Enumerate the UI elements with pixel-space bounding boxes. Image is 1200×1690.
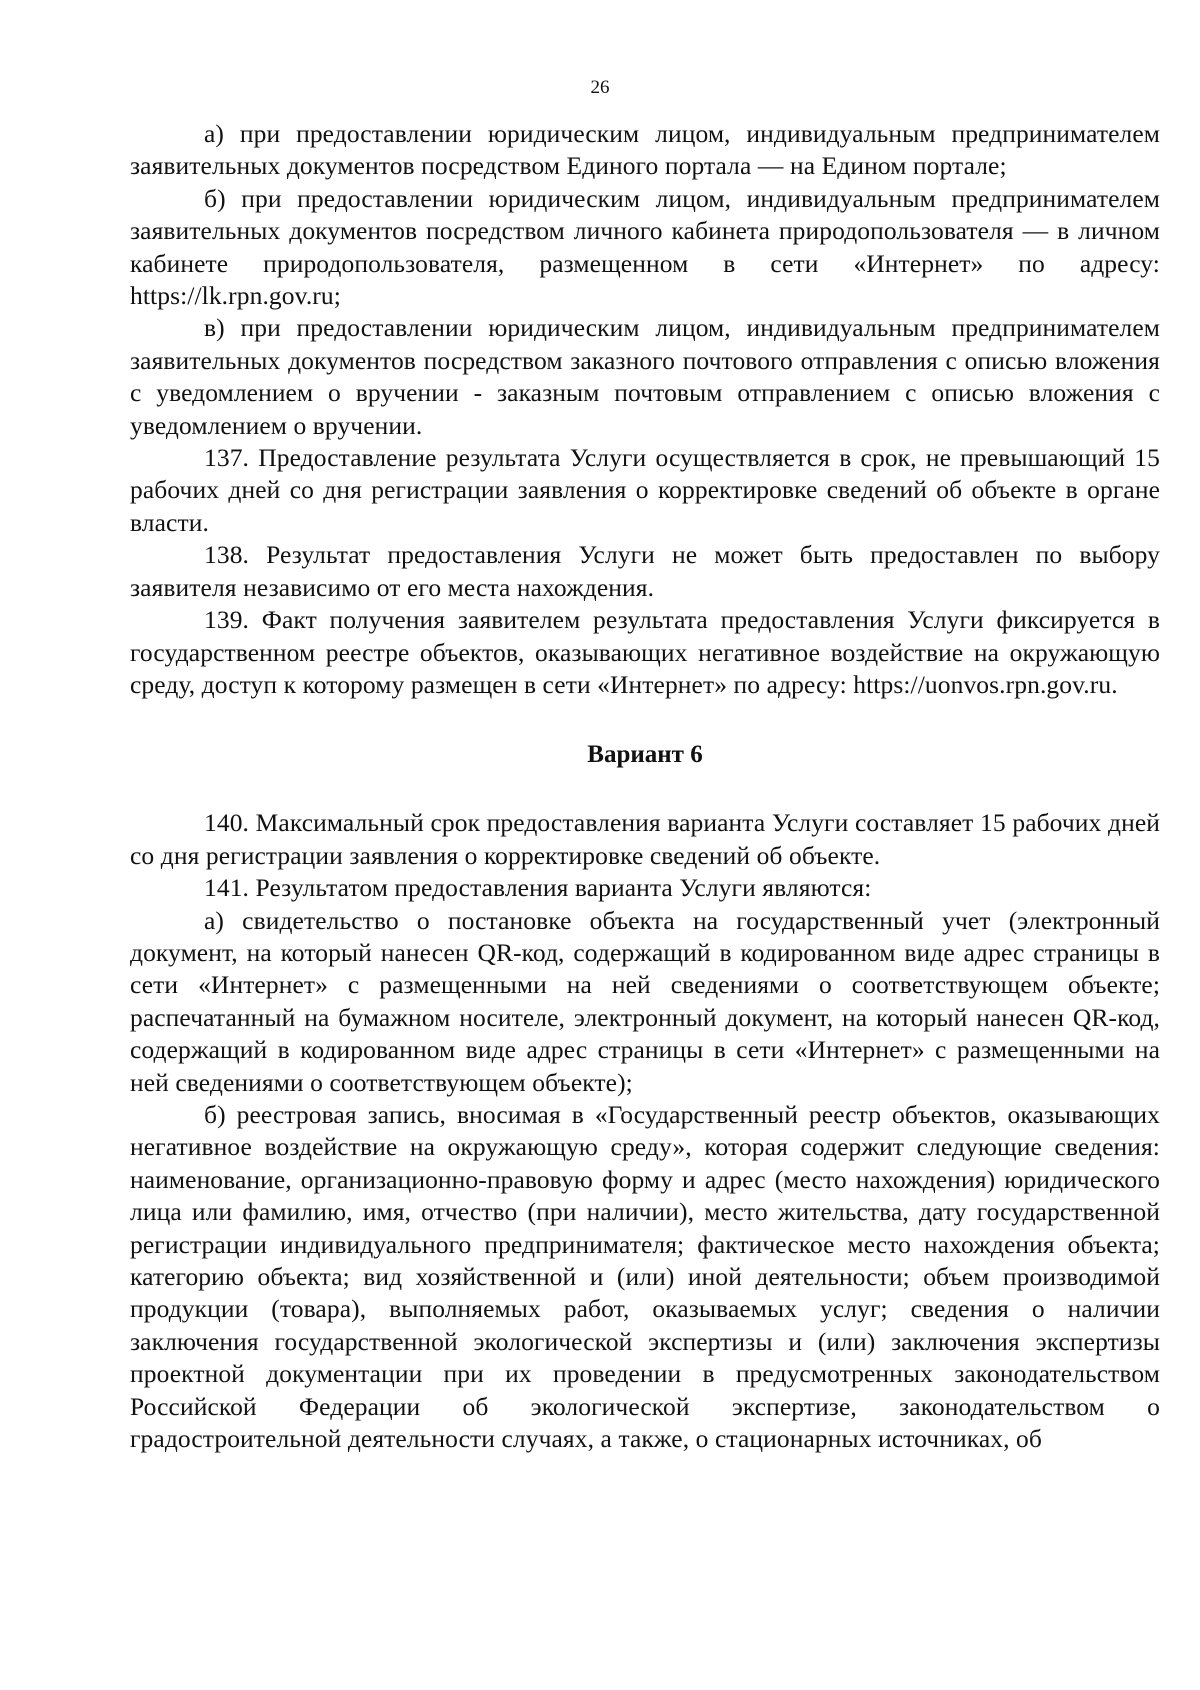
document-body (130, 118, 1160, 1455)
paragraph-c-postal: в) при предоставлении юридическим лицом, индивидуальным предпринимателем заявительных документов посредством заказного почтового отправления с описью вложения с уведомлением о вручении - заказным почтовым отправлением с описью вложения с уведомлением о вручении. (130, 313, 1160, 440)
page-number: 26 (590, 77, 610, 98)
paragraph-141: 141. Результатом предоставления варианта Услуги являются: (204, 873, 872, 903)
paragraph-141-a: а) свидетельство о постановке объекта на государственный учет (электронный документ, на который нанесен QR-код, содержащий в кодированном виде адрес страницы в сети «Интернет» с размещенными на ней сведениями о соответствующем объекте; распечатанный на бумажном носителе, электронный документ, на который нанесен QR-код, содержащий в кодированном виде адрес страницы в сети «Интернет» с размещенными на ней сведениями о соответствующем объекте); (130, 905, 1160, 1097)
paragraph-140: 140. Максимальный срок предоставления варианта Услуги составляет 15 рабочих дней со дня регистрации заявления о корректировке сведений об объекте. (130, 808, 1160, 870)
spacer (130, 701, 1160, 739)
paragraph-a-portal: а) при предоставлении юридическим лицом, индивидуальным предпринимателем заявительных документов посредством Единого портала — на Едином портале; (130, 119, 1160, 181)
spacer (130, 771, 1160, 807)
paragraph-b-personal-cabinet: б) при предоставлении юридическим лицом, индивидуальным предпринимателем заявительных документов посредством личного кабинета природопользователя — в личном кабинете природопользователя, размещенном в сети «Интернет» по адресу: https://lk.rpn.gov.ru; (130, 183, 1160, 311)
paragraph-137: 137. Предоставление результата Услуги осуществляется в срок, не превышающий 15 рабочих дней со дня регистрации заявления о корректировке сведений об объекте в органе власти. (130, 443, 1160, 537)
paragraph-139: 139. Факт получения заявителем результата предоставления Услуги фиксируется в государственном реестре объектов, оказывающих негативное воздействие на окружающую среду, доступ к которому размещен в сети «Интернет» по адресу: https://uonvos.rpn.gov.ru. (130, 605, 1160, 699)
paragraph-141-b: б) реестровая запись, вносимая в «Государственный реестр объектов, оказывающих негативное воздействие на окружающую среду», которая содержит следующие сведения: наименование, организационно-правовую форму и адрес (место нахождения) юридического лица или фамилию, имя, отчество (при наличии), место жительства, дату государственной регистрации индивидуального предпринимателя; фактическое место нахождения объекта; категорию объекта; вид хозяйственной и (или) иной деятельности; объем производимой продукции (товара), выполняемых работ, оказываемых услуг; сведения о наличии заключения государственной экологической экспертизы и (или) заключения экспертизы проектной документации при их проведении в предусмотренных законодательством Российской Федерации об экологической экспертизе, законодательством о градостроительной деятельности случаях, а также, о стационарных источниках, об (130, 1099, 1160, 1454)
paragraph-138: 138. Результат предоставления Услуги не может быть предоставлен по выбору заявителя независимо от его места нахождения. (130, 540, 1160, 602)
section-heading: Вариант 6 (587, 741, 703, 769)
